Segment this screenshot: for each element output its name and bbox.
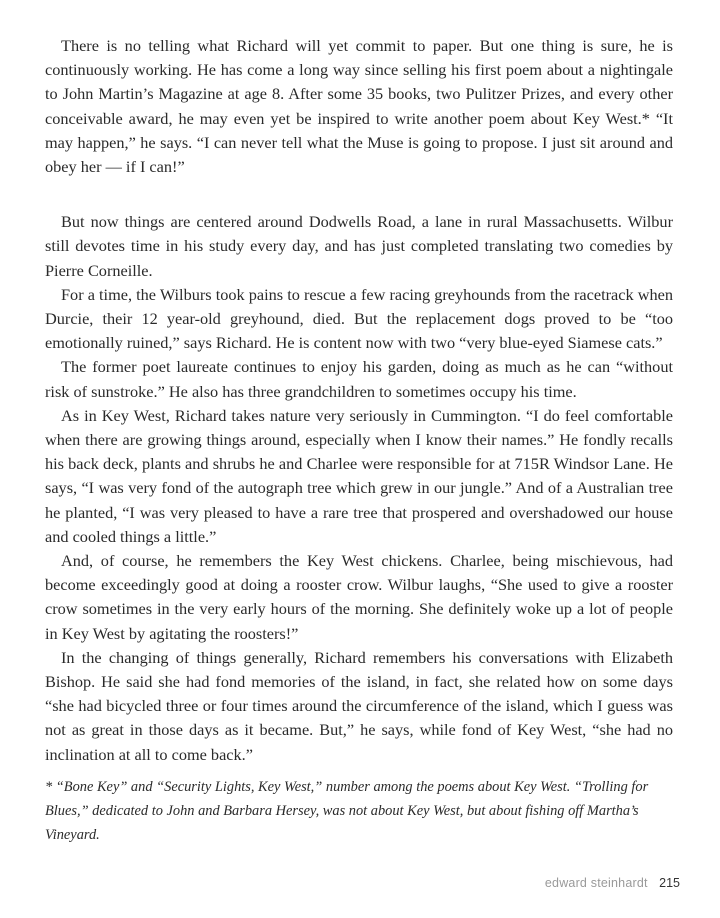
body-text — [45, 34, 673, 767]
paragraph: There is no telling what Richard will yet commit to paper. But one thing is sure, he is continuously working. He has come a long way since selling his first poem about a nightingale to John Martin’s Magazine at age 8. After some 35 books, two Pulitzer Prizes, and every other conceivable award, he may even yet be inspired to write another poem about Key West.* “It may happen,” he says. “I can never tell what the Muse is going to propose. I just sit around and obey her — if I can!” — [45, 36, 673, 177]
paragraph: For a time, the Wilburs took pains to rescue a few racing greyhounds from the racetrack when Durcie, their 12 year-old greyhound, died. But the replacement dogs proved to be “too emotionally ruined,” says Richard. He is content now with two “very blue-eyed Siamese cats.” — [45, 284, 673, 353]
paragraph: As in Key West, Richard takes nature very seriously in Cummington. “I do feel comfortable when there are growing things around, especially when I know their names.” He fondly recalls his back deck, plants and shrubs he and Charlee were responsible for at 715R Windsor Lane. He says, “I was very fond of the autograph tree which grew in our jungle.” And of a Australian tree he planted, “I was very pleased to have a rare tree that prospered and overshadowed our house and cooled things a little.” — [45, 405, 673, 546]
footnote: * “Bone Key” and “Security Lights, Key West,” number among the poems about Key West. “Trolling for Blues,” dedicated to John and Barbara Hersey, was not about Key West, but about fishing off Martha’s Vineyard. — [45, 779, 649, 843]
page-number: 215 — [659, 876, 680, 890]
paragraph: But now things are centered around Dodwells Road, a lane in rural Massachusetts. Wilbur still devotes time in his study every day, and has just completed translating two comedies by Pierre Corneille. — [45, 212, 673, 280]
paragraph: In the changing of things generally, Richard remembers his conversations with Elizabeth Bishop. He said she had fond memories of the island, in fact, she related how on some days “she had bicycled three or four times around the circumference of the island, which I guess was not as great in those days as it became. But,” he says, while fond of Key West, “she had no inclination at all to come back.” — [45, 647, 673, 764]
paragraph: The former poet laureate continues to enjoy his garden, doing as much as he can “without risk of sunstroke.” He also has three grandchildren to sometimes occupy his time. — [45, 357, 673, 401]
paragraph: And, of course, he remembers the Key West chickens. Charlee, being mischievous, had become exceedingly good at doing a rooster crow. Wilbur laughs, “She used to give a rooster crow sometimes in the very early hours of the morning. She definitely woke up a lot of people in Key West by agitating the roosters!” — [45, 551, 673, 643]
running-footer-author: edward steinhardt — [544, 876, 648, 890]
page-footer — [545, 876, 680, 890]
